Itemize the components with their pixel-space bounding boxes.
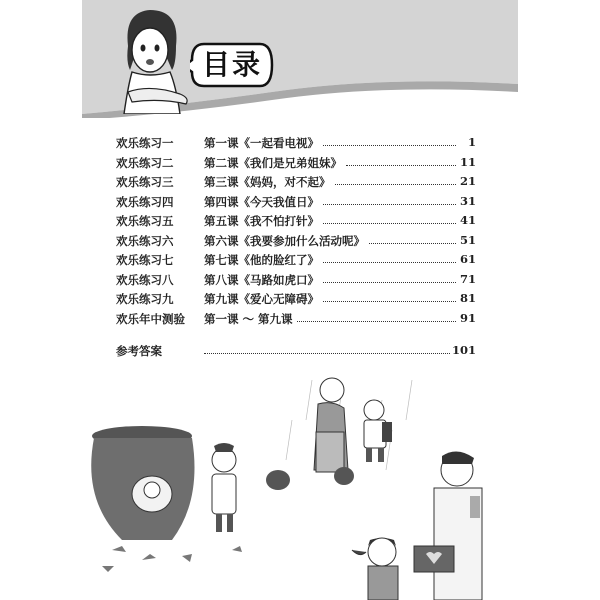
exercise-label: 欢乐练习一: [116, 136, 174, 150]
exercise-label: 欢乐练习五: [116, 214, 174, 228]
dot-leader: [323, 282, 456, 283]
man-figure: [414, 451, 482, 600]
toc-row[interactable]: [116, 213, 476, 233]
lesson-title: 第四课《今天我值日》: [204, 194, 319, 209]
lesson-title: 第一课《一起看电视》: [204, 136, 319, 150]
toc-row[interactable]: [116, 272, 476, 292]
toc-row[interactable]: [116, 311, 476, 331]
exercise-label: 欢乐练习六: [116, 233, 174, 248]
toc-row[interactable]: [116, 174, 476, 194]
page-number: 1: [467, 135, 476, 149]
woman-figure: [314, 378, 348, 472]
lesson-title: 第三课《妈妈，对不起》: [204, 175, 331, 189]
little-girl-figure: [352, 538, 398, 600]
lesson-title: 第一课 ～ 第九课: [204, 311, 293, 326]
toc-list: [116, 135, 476, 330]
dot-leader: [323, 223, 456, 224]
toc-row[interactable]: [116, 155, 476, 175]
rain-lines: [286, 380, 412, 470]
bottom-illustration: [82, 360, 518, 600]
dot-leader: [323, 262, 456, 263]
page-number: 11: [459, 154, 476, 169]
exercise-label: 欢乐练习九: [116, 292, 174, 306]
lesson-title: 第六课《我要参加什么活动呢》: [204, 233, 365, 248]
answers-label: 参考答案: [116, 344, 162, 358]
lesson-title: 第九课《爱心无障碍》: [204, 292, 319, 306]
dot-leader: [335, 184, 456, 185]
book-page: [82, 0, 518, 600]
exercise-label: 欢乐练习八: [116, 272, 174, 287]
dot-leader: [323, 301, 456, 302]
exercise-label: 欢乐练习二: [116, 155, 174, 170]
dot-leader: [369, 243, 456, 244]
toc-row[interactable]: [116, 252, 476, 272]
page-number: 71: [459, 271, 476, 286]
toc-row[interactable]: [116, 291, 476, 311]
lesson-title: 第五课《我不怕打针》: [204, 214, 319, 228]
lesson-title: 第八课《马路如虎口》: [204, 272, 319, 287]
exercise-label: 欢乐练习七: [116, 253, 174, 267]
jar-shards: [102, 546, 242, 572]
dot-leader: [346, 165, 456, 166]
toc-row[interactable]: [116, 194, 476, 214]
page-number: 41: [459, 213, 476, 227]
page-number: 81: [459, 291, 476, 305]
page-title: 目录: [201, 48, 262, 81]
page-number: 51: [459, 232, 476, 247]
boy-figure: [212, 443, 236, 532]
shopping-bags: [266, 467, 354, 490]
lesson-title: 第七课《他的脸红了》: [204, 253, 319, 267]
toc-row[interactable]: [116, 233, 476, 253]
exercise-label: 欢乐练习四: [116, 194, 174, 209]
lesson-title: 第二课《我们是兄弟姐妹》: [204, 155, 342, 170]
page-number: 91: [459, 310, 476, 325]
dot-leader: [323, 204, 456, 205]
exercise-label: 欢乐年中测验: [116, 311, 185, 326]
dot-leader: [204, 353, 450, 354]
dot-leader: [323, 145, 456, 146]
exercise-label: 欢乐练习三: [116, 175, 174, 189]
broken-jar: [91, 426, 194, 540]
dot-leader: [297, 321, 456, 322]
page-number: 21: [459, 174, 476, 188]
answers-page: 101: [451, 343, 476, 357]
child-figure: [364, 400, 392, 462]
toc-row[interactable]: [116, 135, 476, 155]
page-number: 31: [459, 193, 476, 208]
page-number: 61: [459, 252, 476, 266]
